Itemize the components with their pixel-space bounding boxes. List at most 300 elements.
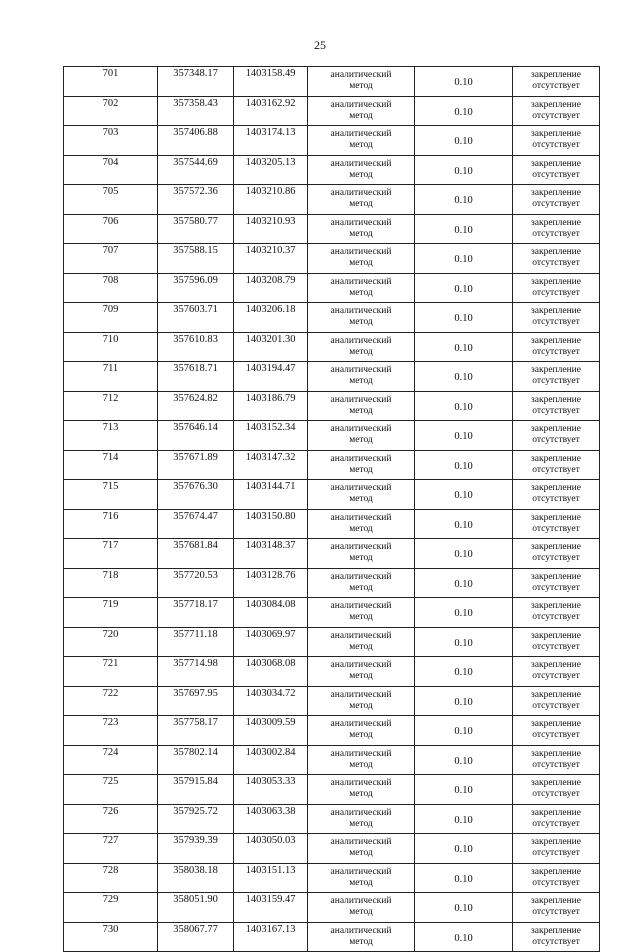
table-row (64, 804, 600, 834)
x-coordinate-cell (158, 332, 234, 362)
point-number-cell (64, 716, 158, 746)
point-number-cell (64, 214, 158, 244)
error-value: 0.10 (454, 873, 473, 885)
x-coordinate: 358038.18 (173, 864, 218, 876)
fixing-cell (513, 126, 600, 156)
fixing-line-2: отсутствует (532, 818, 580, 829)
x-coordinate: 358051.90 (173, 894, 218, 905)
y-coordinate: 1403068.08 (245, 658, 296, 669)
error-cell (415, 893, 513, 923)
fixing-cell (513, 627, 600, 657)
method-cell (308, 657, 415, 687)
fixing-line-1: закрепление (531, 70, 581, 81)
error-value: 0.10 (454, 165, 473, 177)
x-coordinate: 357718.17 (173, 599, 218, 610)
y-coordinate: 1403152.34 (245, 422, 296, 433)
x-coordinate: 357610.83 (173, 333, 218, 345)
method-line-2: метод (349, 258, 373, 269)
point-number: 710 (102, 333, 119, 345)
method-line-2: метод (349, 81, 373, 92)
y-coordinate-cell (234, 834, 308, 864)
x-coordinate-cell (158, 568, 234, 598)
point-number-cell (64, 303, 158, 333)
fixing-line-2: отсутствует (532, 877, 580, 888)
method-line-2: метод (349, 612, 373, 623)
fixing-cell (513, 893, 600, 923)
fixing-cell (513, 244, 600, 274)
method-line-1: аналитический (330, 453, 392, 464)
table-row (64, 391, 600, 421)
table-row (64, 480, 600, 510)
y-coordinate-cell (234, 155, 308, 185)
fixing-cell (513, 273, 600, 303)
x-coordinate-cell (158, 450, 234, 480)
y-coordinate: 1403002.84 (245, 746, 296, 758)
fixing-line-2: отсутствует (532, 140, 580, 151)
method-line-1: аналитический (330, 807, 392, 818)
error-value: 0.10 (454, 814, 473, 826)
method-cell (308, 863, 415, 893)
method-line-2: метод (349, 140, 373, 151)
fixing-line-1: закрепление (531, 837, 581, 848)
error-value: 0.10 (454, 460, 473, 472)
fixing-cell (513, 598, 600, 628)
error-value: 0.10 (454, 342, 473, 354)
fixing-line-1: закрепление (531, 571, 581, 582)
error-value: 0.10 (454, 903, 473, 914)
fixing-cell (513, 480, 600, 510)
error-value: 0.10 (454, 490, 473, 501)
error-cell (415, 509, 513, 539)
fixing-line-1: закрепление (531, 365, 581, 376)
method-line-1: аналитический (330, 837, 392, 848)
point-number-cell (64, 804, 158, 834)
x-coordinate-cell (158, 922, 234, 952)
error-cell (415, 421, 513, 451)
method-cell (308, 303, 415, 333)
y-coordinate-cell (234, 421, 308, 451)
x-coordinate-cell (158, 214, 234, 244)
point-number: 706 (102, 215, 119, 227)
fixing-line-1: закрепление (531, 188, 581, 199)
method-line-1: аналитический (330, 630, 392, 641)
x-coordinate-cell (158, 863, 234, 893)
method-line-1: аналитический (330, 542, 392, 553)
method-line-2: метод (349, 730, 373, 741)
method-cell (308, 509, 415, 539)
method-line-2: метод (349, 376, 373, 387)
y-coordinate-cell (234, 185, 308, 215)
point-number-cell (64, 863, 158, 893)
fixing-line-2: отсутствует (532, 641, 580, 652)
y-coordinate-cell (234, 509, 308, 539)
point-number: 703 (102, 127, 119, 138)
method-line-1: аналитический (330, 601, 392, 612)
y-coordinate: 1403174.13 (245, 127, 296, 138)
y-coordinate: 1403208.79 (245, 274, 296, 286)
error-value: 0.10 (454, 785, 473, 796)
point-number-cell (64, 509, 158, 539)
fixing-line-2: отсутствует (532, 464, 580, 475)
fixing-line-2: отсутствует (532, 110, 580, 121)
method-line-1: аналитический (330, 335, 392, 346)
x-coordinate-cell (158, 155, 234, 185)
point-number: 726 (102, 805, 119, 817)
fixing-line-2: отсутствует (532, 376, 580, 387)
method-line-2: метод (349, 317, 373, 328)
method-line-2: метод (349, 789, 373, 800)
y-coordinate: 1403009.59 (245, 717, 296, 728)
error-value: 0.10 (454, 372, 473, 383)
error-cell (415, 332, 513, 362)
method-line-2: метод (349, 759, 373, 770)
table-row (64, 627, 600, 657)
y-coordinate: 1403147.32 (245, 451, 296, 463)
method-line-1: аналитический (330, 276, 392, 287)
error-cell (415, 716, 513, 746)
y-coordinate-cell (234, 539, 308, 569)
method-line-2: метод (349, 287, 373, 298)
y-coordinate-cell (234, 362, 308, 392)
fixing-line-1: закрепление (531, 247, 581, 258)
error-cell (415, 539, 513, 569)
fixing-cell (513, 539, 600, 569)
error-cell (415, 362, 513, 392)
y-coordinate-cell (234, 214, 308, 244)
method-cell (308, 67, 415, 97)
method-line-1: аналитический (330, 70, 392, 81)
x-coordinate: 357544.69 (173, 156, 218, 168)
x-coordinate: 357572.36 (173, 186, 218, 197)
method-line-1: аналитический (330, 483, 392, 494)
fixing-line-1: закрепление (531, 483, 581, 494)
fixing-cell (513, 391, 600, 421)
x-coordinate-cell (158, 391, 234, 421)
error-value: 0.10 (454, 283, 473, 295)
x-coordinate-cell (158, 627, 234, 657)
point-number-cell (64, 539, 158, 569)
table-row (64, 67, 600, 97)
point-number: 721 (102, 658, 119, 669)
point-number-cell (64, 922, 158, 952)
point-number: 717 (102, 540, 119, 551)
error-cell (415, 804, 513, 834)
y-coordinate-cell (234, 391, 308, 421)
x-coordinate: 357580.77 (173, 215, 218, 227)
point-number: 707 (102, 245, 119, 256)
x-coordinate-cell (158, 126, 234, 156)
error-value: 0.10 (454, 136, 473, 147)
point-number: 729 (102, 894, 119, 905)
method-cell (308, 745, 415, 775)
point-number-cell (64, 598, 158, 628)
fixing-line-1: закрепление (531, 778, 581, 789)
method-line-1: аналитический (330, 748, 392, 759)
error-value: 0.10 (454, 549, 473, 560)
fixing-line-1: закрепление (531, 99, 581, 110)
point-number-cell (64, 893, 158, 923)
method-cell (308, 450, 415, 480)
method-cell (308, 568, 415, 598)
point-number-cell (64, 273, 158, 303)
y-coordinate: 1403084.08 (245, 599, 296, 610)
method-line-2: метод (349, 936, 373, 947)
y-coordinate-cell (234, 303, 308, 333)
x-coordinate-cell (158, 67, 234, 97)
point-number-cell (64, 480, 158, 510)
y-coordinate-cell (234, 480, 308, 510)
fixing-line-2: отсутствует (532, 405, 580, 416)
point-number-cell (64, 391, 158, 421)
point-number-cell (64, 775, 158, 805)
fixing-line-1: закрепление (531, 807, 581, 818)
method-line-2: метод (349, 110, 373, 121)
point-number: 704 (102, 156, 119, 168)
method-cell (308, 716, 415, 746)
fixing-line-2: отсутствует (532, 789, 580, 800)
error-cell (415, 598, 513, 628)
error-cell (415, 657, 513, 687)
fixing-cell (513, 450, 600, 480)
table-row (64, 273, 600, 303)
y-coordinate-cell (234, 598, 308, 628)
y-coordinate-cell (234, 96, 308, 126)
error-cell (415, 391, 513, 421)
method-cell (308, 421, 415, 451)
x-coordinate: 357758.17 (173, 717, 218, 728)
point-number: 701 (102, 68, 119, 79)
fixing-cell (513, 568, 600, 598)
y-coordinate: 1403210.86 (245, 186, 296, 197)
x-coordinate: 357681.84 (173, 540, 218, 551)
error-cell (415, 96, 513, 126)
y-coordinate: 1403162.92 (245, 97, 296, 109)
y-coordinate: 1403128.76 (245, 569, 296, 581)
fixing-line-2: отсутствует (532, 582, 580, 593)
fixing-line-1: закрепление (531, 689, 581, 700)
method-line-2: метод (349, 346, 373, 357)
method-line-2: метод (349, 582, 373, 593)
table-row (64, 657, 600, 687)
fixing-line-2: отсутствует (532, 199, 580, 210)
method-line-2: метод (349, 553, 373, 564)
method-line-2: метод (349, 700, 373, 711)
method-line-1: аналитический (330, 424, 392, 435)
fixing-line-1: закрепление (531, 719, 581, 730)
x-coordinate: 357624.82 (173, 392, 218, 404)
fixing-cell (513, 67, 600, 97)
point-number: 728 (102, 864, 119, 876)
fixing-line-1: закрепление (531, 217, 581, 228)
y-coordinate-cell (234, 686, 308, 716)
error-value: 0.10 (454, 726, 473, 737)
method-cell (308, 332, 415, 362)
fixing-cell (513, 863, 600, 893)
fixing-line-2: отсутствует (532, 228, 580, 239)
table-row (64, 686, 600, 716)
y-coordinate: 1403159.47 (245, 894, 296, 905)
method-line-2: метод (349, 671, 373, 682)
method-cell (308, 126, 415, 156)
y-coordinate: 1403151.13 (245, 864, 296, 876)
point-number: 713 (102, 422, 119, 433)
method-cell (308, 214, 415, 244)
table-row (64, 244, 600, 274)
method-cell (308, 804, 415, 834)
point-number: 712 (102, 392, 119, 404)
error-cell (415, 686, 513, 716)
method-cell (308, 185, 415, 215)
x-coordinate: 357588.15 (173, 245, 218, 256)
x-coordinate: 358067.77 (173, 923, 218, 935)
method-line-2: метод (349, 848, 373, 859)
fixing-line-2: отсутствует (532, 759, 580, 770)
x-coordinate: 357358.43 (173, 97, 218, 109)
method-line-1: аналитический (330, 158, 392, 169)
y-coordinate: 1403034.72 (245, 687, 296, 699)
point-number-cell (64, 450, 158, 480)
fixing-cell (513, 214, 600, 244)
x-coordinate-cell (158, 185, 234, 215)
y-coordinate-cell (234, 804, 308, 834)
fixing-cell (513, 362, 600, 392)
coordinates-table (63, 66, 600, 952)
x-coordinate: 357720.53 (173, 569, 218, 581)
x-coordinate: 357676.30 (173, 481, 218, 492)
error-value: 0.10 (454, 106, 473, 118)
fixing-line-2: отсутствует (532, 553, 580, 564)
error-cell (415, 450, 513, 480)
fixing-cell (513, 657, 600, 687)
fixing-line-2: отсутствует (532, 258, 580, 269)
y-coordinate: 1403206.18 (245, 304, 296, 315)
point-number-cell (64, 834, 158, 864)
table-row (64, 509, 600, 539)
method-cell (308, 244, 415, 274)
x-coordinate: 357618.71 (173, 363, 218, 374)
y-coordinate: 1403053.33 (245, 776, 296, 787)
method-line-1: аналитический (330, 925, 392, 936)
error-value: 0.10 (454, 77, 473, 88)
fixing-line-2: отсутствует (532, 848, 580, 859)
y-coordinate-cell (234, 568, 308, 598)
error-cell (415, 273, 513, 303)
x-coordinate: 357711.18 (173, 628, 218, 640)
table-row (64, 863, 600, 893)
table-row (64, 539, 600, 569)
error-cell (415, 126, 513, 156)
error-cell (415, 745, 513, 775)
fixing-line-2: отсутствует (532, 81, 580, 92)
point-number: 719 (102, 599, 119, 610)
method-cell (308, 627, 415, 657)
point-number-cell (64, 67, 158, 97)
method-line-1: аналитический (330, 217, 392, 228)
method-line-1: аналитический (330, 689, 392, 700)
error-cell (415, 67, 513, 97)
fixing-cell (513, 332, 600, 362)
point-number: 727 (102, 835, 119, 846)
y-coordinate-cell (234, 450, 308, 480)
x-coordinate-cell (158, 96, 234, 126)
x-coordinate: 357714.98 (173, 658, 218, 669)
point-number: 723 (102, 717, 119, 728)
table-row (64, 598, 600, 628)
y-coordinate-cell (234, 745, 308, 775)
x-coordinate-cell (158, 509, 234, 539)
table-row (64, 716, 600, 746)
fixing-cell (513, 303, 600, 333)
point-number: 725 (102, 776, 119, 787)
fixing-line-2: отсутствует (532, 936, 580, 947)
table-row (64, 185, 600, 215)
method-line-2: метод (349, 405, 373, 416)
point-number: 715 (102, 481, 119, 492)
point-number-cell (64, 627, 158, 657)
x-coordinate: 357603.71 (173, 304, 218, 315)
x-coordinate: 357348.17 (173, 68, 218, 79)
method-cell (308, 922, 415, 952)
x-coordinate: 357406.88 (173, 127, 218, 138)
method-cell (308, 539, 415, 569)
point-number: 720 (102, 628, 119, 640)
fixing-line-1: закрепление (531, 335, 581, 346)
x-coordinate-cell (158, 804, 234, 834)
fixing-line-2: отсутствует (532, 907, 580, 918)
method-cell (308, 96, 415, 126)
y-coordinate: 1403210.37 (245, 245, 296, 256)
y-coordinate: 1403069.97 (245, 628, 296, 640)
method-line-1: аналитический (330, 247, 392, 258)
fixing-cell (513, 745, 600, 775)
point-number-cell (64, 155, 158, 185)
fixing-line-1: закрепление (531, 276, 581, 287)
fixing-line-2: отсутствует (532, 435, 580, 446)
point-number: 705 (102, 186, 119, 197)
table-row (64, 450, 600, 480)
point-number-cell (64, 657, 158, 687)
y-coordinate-cell (234, 627, 308, 657)
fixing-line-1: закрепление (531, 129, 581, 140)
method-line-1: аналитический (330, 365, 392, 376)
method-line-1: аналитический (330, 512, 392, 523)
method-cell (308, 391, 415, 421)
point-number-cell (64, 96, 158, 126)
table-row (64, 568, 600, 598)
error-value: 0.10 (454, 696, 473, 708)
error-cell (415, 214, 513, 244)
x-coordinate-cell (158, 303, 234, 333)
table-row (64, 155, 600, 185)
error-value: 0.10 (454, 667, 473, 678)
point-number-cell (64, 244, 158, 274)
method-line-1: аналитический (330, 571, 392, 582)
y-coordinate: 1403205.13 (245, 156, 296, 168)
table-row (64, 745, 600, 775)
y-coordinate: 1403167.13 (245, 923, 296, 935)
fixing-line-1: закрепление (531, 453, 581, 464)
method-line-1: аналитический (330, 778, 392, 789)
error-cell (415, 303, 513, 333)
x-coordinate: 357802.14 (173, 746, 218, 758)
error-cell (415, 922, 513, 952)
x-coordinate-cell (158, 362, 234, 392)
fixing-line-2: отсутствует (532, 612, 580, 623)
x-coordinate: 357596.09 (173, 274, 218, 286)
y-coordinate: 1403210.93 (245, 215, 296, 227)
method-line-2: метод (349, 641, 373, 652)
error-value: 0.10 (454, 313, 473, 324)
